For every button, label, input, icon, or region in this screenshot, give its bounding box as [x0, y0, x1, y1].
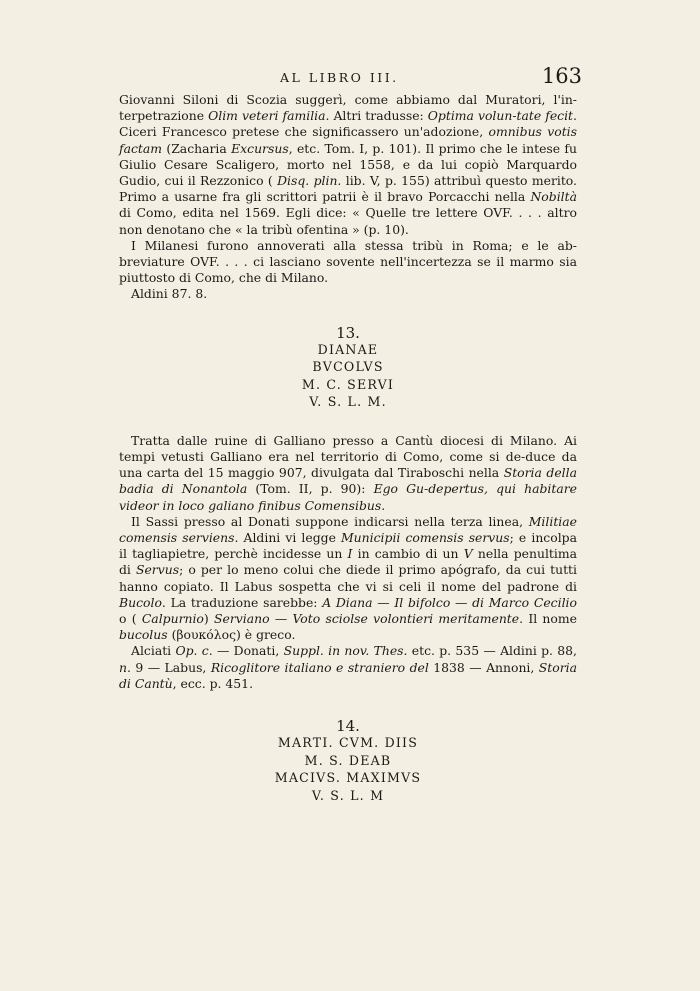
italic-phrase: Ricoglitore italiano e straniero — [210, 659, 406, 675]
page-header — [120, 64, 582, 92]
italic-phrase: Serviano — [214, 611, 270, 627]
italic-phrase: Servus — [135, 562, 180, 578]
italic-phrase: di Marco Cecilio — [472, 594, 577, 610]
italic-phrase: Op. c. — [175, 643, 213, 659]
italic-phrase: Calpurnio — [141, 611, 204, 627]
paragraph-sassi: Il Sassi presso al Donati suppone indicarsi nella terza linea, Militiae comensis serviens. Aldini vi legge Municipii comensis servus; e incolpa il tagliapietre, perchè incidesse un I in cambio di un V nella penultima di Servus; o per lo meno colui che diede il primo apógrafo, da cui tutti hanno copiato. Il Labus sospetta che vi si celi il nome del padrone di Bucolo. La traduzione sarebbe: A Diana — Il bifolco — di Marco Cecilio o ( Calpurnio) Serviano — Voto sciolse volontieri meritamente. Il nome bucolus (βουκόλος) è greco. — [119, 513, 578, 643]
italic-phrase: Il bifolco — [394, 594, 451, 610]
italic-phrase: sciolse volontieri meritamente — [325, 611, 520, 627]
italic-phrase: Excursus — [231, 140, 289, 156]
italic-phrase: Municipii comensis servus — [341, 530, 510, 546]
running-head: AL LIBRO III. — [280, 70, 399, 85]
paragraph-scaligero: Giovanni Siloni di Scozia suggerì, come abbiamo dal Muratori, l'in-terpetrazione Olim veteri familia. Altri tradusse: Optima volun-tate fecit. Ciceri Francesco pretese che significassero un'adozione, omnibus votis factam (Zacharia Excursus, etc. Tom. I, p. 101). Il primo che le intese fu Giulio Cesare Scaligero, morto nel 1558, e da lui copiò Marquardo Gudio, cui il Rezzonico ( Disq. plin. lib. V, p. 155) attribuì questo merito. Primo a usarne fra gli scrittori patrii è il bravo Porcacchi nella Nobiltà di Como, edita nel 1569. Egli dice: « Quelle tre lettere OVF. . . . altro non denotano che « la tribù ofentina » (p. 10). — [119, 92, 577, 237]
italic-phrase: A Diana — [322, 594, 373, 610]
italic-phrase: V — [463, 546, 473, 562]
inscription-14-number: 14. — [336, 717, 360, 736]
italic-phrase: Storia della badia di Nonantola — [119, 465, 577, 497]
page-number: 163 — [541, 64, 582, 88]
italic-phrase: Suppl. in nov. Thes. — [283, 643, 408, 659]
paragraph-galliano: Tratta dalle ruine di Galliano presso a Cantù diocesi di Milano. Ai tempi vetusti Galliano era nel territorio di Como, come si de-duce da una carta del 15 maggio 907, divulgata dal Tiraboschi nella Storia della badia di Nonantola (Tom. II, p. 90): Ego Gu-depertus, qui habitare videor in loco galiano finibus Comensibus. — [119, 432, 577, 513]
italic-phrase: Optima volun- — [427, 108, 517, 124]
italic-phrase: Nobiltà — [530, 189, 577, 205]
italic-phrase: tate fecit — [516, 108, 574, 124]
italic-phrase: omnibus votis factam — [119, 124, 577, 156]
inscription-13 — [119, 341, 577, 411]
italic-phrase: Bucolo — [119, 594, 162, 610]
inscription-line: BVCOLVS — [312, 359, 384, 375]
italic-phrase: Voto — [292, 611, 321, 627]
italic-phrase: depertus, qui habitare videor in loco galiano finibus Comensibus. — [119, 481, 577, 513]
paragraph-references: Alciati Op. c. — Donati, Suppl. in nov. Thes. etc. p. 535 — Aldini p. 88, n. 9 — Labus, Ricoglitore italiano e straniero del 1838 — Annoni, Storia di Cantù, ecc. p. 451. — [119, 643, 577, 691]
inscription-line: V. S. L. M — [311, 787, 385, 803]
italic-phrase: comensis serviens — [119, 530, 235, 546]
inscription-line: MACIVS. MAXIMVS — [274, 770, 422, 786]
italic-phrase: I — [347, 546, 353, 562]
inscription-line: M. S. DEAB — [304, 752, 392, 768]
italic-phrase: Olim veteri familia — [208, 108, 326, 124]
body-text — [119, 92, 577, 804]
inscription-line: M. C. SERVI — [301, 376, 395, 392]
inscription-line: DIANAE — [317, 341, 379, 357]
paragraph-milanesi: I Milanesi furono annoverati alla stessa tribù in Roma; e le ab-breviature OVF. . . . ci lasciano sovente nell'incertezza se il marmo sia piuttosto di Como, che di Milano. — [119, 237, 577, 286]
italic-phrase: Militiae — [528, 513, 577, 529]
italic-phrase: del — [409, 659, 429, 675]
inscription-line: MARTI. CVM. DIIS — [277, 735, 419, 751]
italic-phrase: Ego Gu- — [373, 481, 429, 497]
inscription-13-number: 13. — [336, 323, 360, 342]
italic-phrase: n. — [119, 659, 131, 675]
source-citation: Aldini 87. 8. — [131, 286, 208, 302]
italic-phrase: bucolus — [119, 627, 168, 643]
italic-phrase: Disq. plin. — [277, 173, 342, 189]
inscription-14 — [119, 734, 577, 804]
italic-phrase: Storia di Cantù — [119, 659, 577, 691]
inscription-line: V. S. L. M. — [309, 394, 387, 410]
